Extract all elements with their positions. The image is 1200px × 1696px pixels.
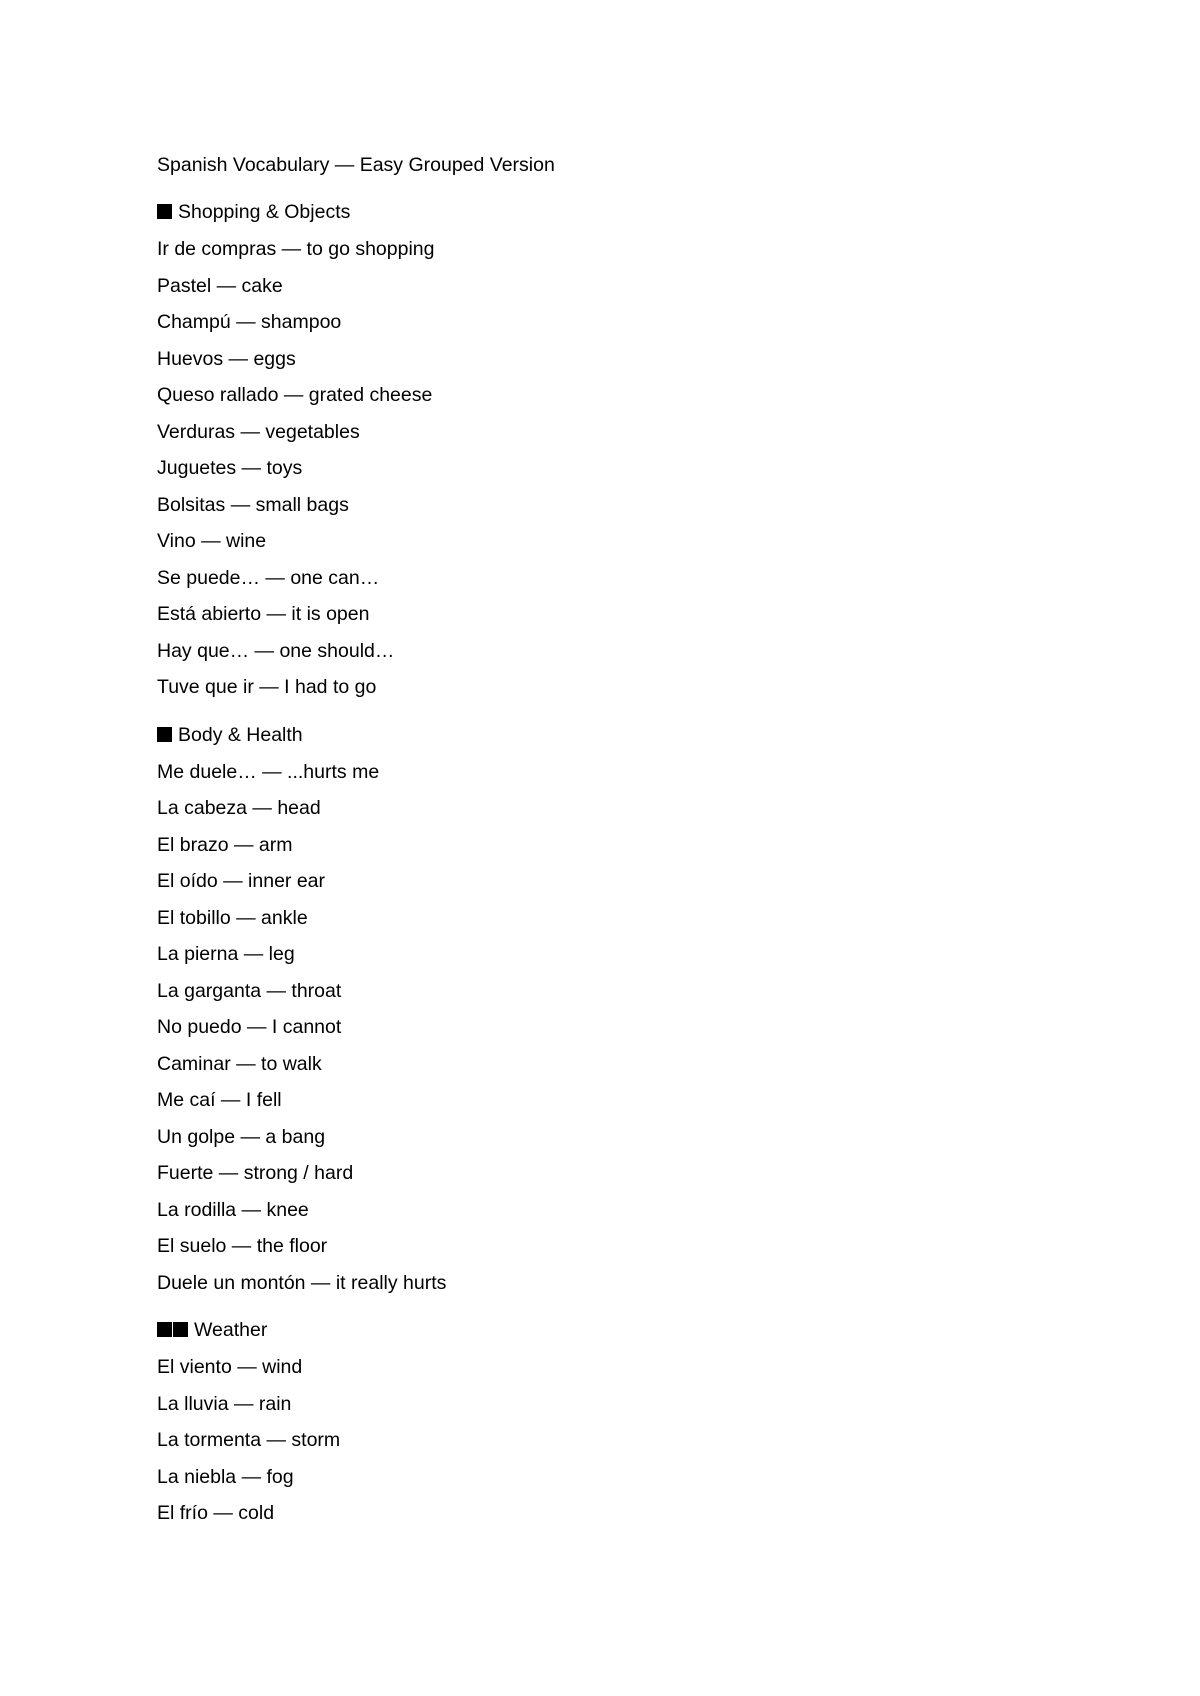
section-heading-label: Weather: [194, 1319, 268, 1341]
vocab-entry: Bolsitas — small bags: [157, 493, 349, 516]
vocab-entry: No puedo — I cannot: [157, 1016, 342, 1038]
vocab-entry: Ir de compras — to go shopping: [157, 238, 435, 260]
vocab-entry: Me caí — I fell: [157, 1089, 282, 1111]
section-heading-body-health: [157, 724, 1057, 761]
vocab-entry: La rodilla — knee: [157, 1198, 309, 1221]
vocab-entry: Juguetes — toys: [157, 457, 303, 479]
vocab-entry: Tuve que ir — I had to go: [157, 676, 377, 698]
section-heading-shopping-objects: [157, 201, 1057, 238]
vocab-entry: La pierna — leg: [157, 943, 295, 965]
vocab-entry: El viento — wind: [157, 1356, 303, 1378]
vocab-entry: El brazo — arm: [157, 833, 293, 856]
vocab-entry: Pastel — cake: [157, 274, 283, 297]
square-bullet-icon: [157, 727, 172, 742]
square-bullet-icon: [157, 1322, 172, 1337]
vocab-entry: El frío — cold: [157, 1502, 275, 1524]
vocab-entry: El oído — inner ear: [157, 870, 326, 892]
section-shopping-objects: [157, 201, 1057, 713]
vocab-entry: Vino — wine: [157, 530, 267, 552]
vocab-entry: El suelo — the floor: [157, 1235, 328, 1257]
section-heading-label: Shopping & Objects: [178, 201, 351, 223]
vocab-entry: Duele un montón — it really hurts: [157, 1271, 447, 1294]
section-heading-label: Body & Health: [178, 723, 303, 746]
vocab-entry: Huevos — eggs: [157, 347, 296, 370]
vocab-entry: La garganta — throat: [157, 979, 342, 1002]
vocab-entry: Está abierto — it is open: [157, 603, 370, 625]
square-bullet-icon: [173, 1322, 188, 1337]
vocab-entry: Caminar — to walk: [157, 1052, 322, 1075]
vocab-entry: La lluvia — rain: [157, 1392, 292, 1415]
vocab-entry: Hay que… — one should…: [157, 639, 395, 662]
vocab-entry: Fuerte — strong / hard: [157, 1162, 354, 1184]
vocab-entry: Queso rallado — grated cheese: [157, 384, 433, 406]
vocab-entry: Se puede… — one can…: [157, 566, 380, 589]
vocab-entry: Verduras — vegetables: [157, 420, 360, 443]
section-body-health: [157, 724, 1057, 1309]
vocab-entry: La tormenta — storm: [157, 1429, 341, 1451]
square-bullet-icon: [157, 204, 172, 219]
document-page: [157, 154, 1057, 1550]
vocab-entry: La niebla — fog: [157, 1465, 294, 1488]
vocab-entry: Champú — shampoo: [157, 311, 342, 333]
section-heading-weather: [157, 1319, 1057, 1356]
vocab-entry: El tobillo — ankle: [157, 906, 308, 929]
document-title: Spanish Vocabulary — Easy Grouped Version: [157, 154, 555, 176]
vocab-entry: Un golpe — a bang: [157, 1125, 326, 1148]
section-weather: [157, 1319, 1057, 1539]
vocab-entry: Me duele… — ...hurts me: [157, 760, 380, 783]
vocab-entry: La cabeza — head: [157, 797, 321, 819]
